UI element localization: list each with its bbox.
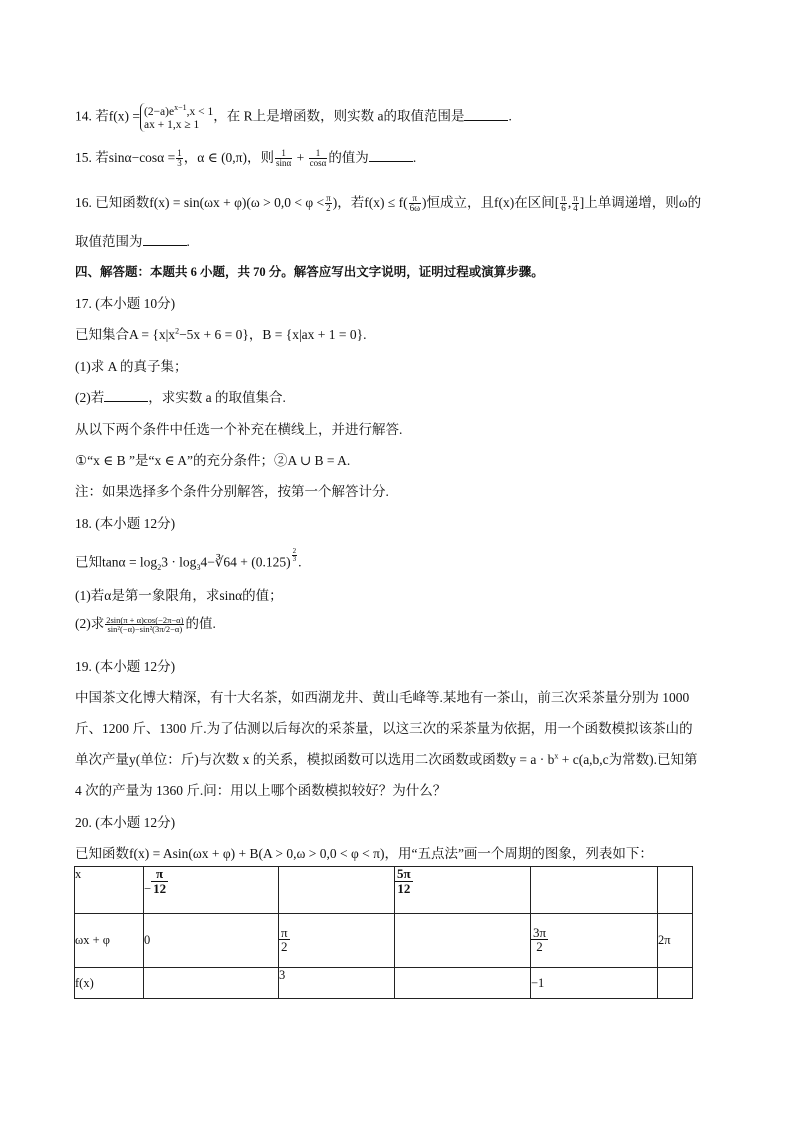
q20-head: 20. (本小题 12分) — [75, 815, 176, 830]
table-row-label: f(x) — [75, 968, 144, 999]
q17-conditions: ①“x ∈ B ”是“x ∈ A”的充分条件；②A ∪ B = A. — [75, 453, 351, 468]
table-cell — [395, 914, 531, 968]
table-cell — [658, 867, 693, 914]
q18-head: 18. (本小题 12分) — [75, 516, 176, 531]
q19-line3: 单次产量y(单位：斤)与次数 x 的关系，模拟函数可以选用二次函数或函数$y = a \cdot b^x + c(a,b,c$为常数).已知第 — [75, 751, 698, 767]
table-cell — [144, 968, 279, 999]
table-cell — [395, 968, 531, 999]
question-16: 16. 已知函数f(x) = sin(ωx + φ)(ω > 0,0 < φ < $\frac{\pi}{2}$ )，若f(x) ≤ f( $\frac{\pi}{6\omega}$ )恒成立，且f(x)在区间[ $\frac{\pi}{6}$ , $\frac{\pi}{4}$ ]上单调递增，则ω的 — [75, 193, 702, 214]
fraction: $\frac{1}{\sin\alpha}$ — [276, 148, 292, 169]
q14-prefix: 14. 若f(x) = — [75, 108, 140, 124]
fraction: $\frac{\pi}{6}$ — [561, 193, 566, 214]
table-cell: −1 — [531, 968, 658, 999]
exponent-fraction: $\frac{2}{3}$ — [292, 547, 297, 563]
q19-line1: 中国茶文化博大精深，有十大名茶，如西湖龙井、黄山毛峰等.某地有一茶山，前三次采茶量分别为 1000 — [75, 690, 690, 705]
fraction: $\frac{\pi}{6\omega}$ — [409, 193, 421, 214]
table-cell: $\frac{\pi}{2}$ — [279, 914, 395, 968]
q17-part2: (2)若 ，求实数 a 的取值集合. — [75, 390, 286, 405]
table-row-label: ωx + φ — [75, 914, 144, 968]
fraction: $\frac{1}{3}$ — [177, 148, 182, 169]
table-cell: $\frac{3\pi}{2}$ — [531, 914, 658, 968]
q17-head: 17. (本小题 10分) — [75, 296, 176, 311]
section-heading: 四、解答题：本题共 6 小题，共 70 分。解答应写出文字说明，证明过程或演算步骤。 — [75, 265, 544, 279]
fraction: $\frac{2\sin(\pi + \alpha)\cos(-2\pi-\alpha)}{\text{sin²(−α)−sin²(3π/2−α)}}$ — [106, 614, 184, 635]
q19-line2: 斤、1200 斤、1300 斤.为了估测以后每次的采茶量，以这三次的采茶量为依据，用一个函数模拟该茶山的 — [75, 721, 693, 736]
answer-blank — [143, 244, 187, 246]
fraction: $\frac{\pi}{4}$ — [573, 193, 578, 214]
q17-given: 已知集合$A = \{x|x^2-5x + 6 = 0\}$，B = {x|ax + 1 = 0}. — [75, 326, 367, 342]
answer-blank — [464, 119, 508, 121]
answer-blank — [104, 400, 148, 402]
q18-part2: (2)求 $\frac{2\sin(\pi + \alpha)\cos(-2\pi-\alpha)}{\text{sin²(−α)−sin²(3π/2−α)}}$ 的值. — [75, 614, 216, 635]
q14-piecewise: $(2-a)e^{x-1},x < 1$ ax + 1,x ≥ 1 — [140, 103, 213, 132]
q20-given: 已知函数f(x) = Asin(ωx + φ) + B(A > 0,ω > 0,0 < φ < π)，用“五点法”画一个周期的图象，列表如下： — [75, 846, 653, 861]
table-cell — [531, 867, 658, 914]
q14-suffix: ，在 R上是增函数，则实数 a的取值范围是 — [213, 108, 465, 124]
table-cell: 0 — [144, 914, 279, 968]
table-cell: 3 — [279, 968, 395, 999]
table-cell: $\frac{5\pi}{12}$ — [395, 867, 531, 914]
five-point-table — [74, 866, 693, 999]
table-cell — [658, 968, 693, 999]
fraction: $\frac{1}{\cos\alpha}$ — [309, 148, 327, 169]
q19-line4: 4 次的产量为 1360 斤.问：用以上哪个函数模拟较好？为什么？ — [75, 783, 447, 798]
table-row-label: x — [75, 867, 144, 914]
question-15: 15. 若sinα−cosα = $\frac{1}{3}$ ，α ∈ (0,π)，则 $\frac{1}{\sin\alpha}$ + $\frac{1}{\cos\alpha}$ 的值为 . — [75, 148, 417, 169]
question-14: 14. 若f(x) = $(2-a)e^{x-1},x < 1$ ax + 1,x ≥ 1 ，在 R上是增函数，则实数 a的取值范围是 . — [75, 103, 512, 132]
q18-part1: (1)若α是第一象限角，求sinα的值； — [75, 588, 283, 603]
q18-given: 已知$\tan\alpha = \log_23$ · $\log_34-∛64 + (0.125)$ $\frac{2}{3}$ . — [75, 547, 302, 573]
fraction: $\frac{\pi}{2}$ — [326, 193, 331, 214]
table-cell — [279, 867, 395, 914]
q17-part1: (1)求 A 的真子集； — [75, 359, 188, 374]
table-cell: − $\frac{\pi}{12}$ — [144, 867, 279, 914]
q17-choose: 从以下两个条件中任选一个补充在横线上，并进行解答. — [75, 422, 403, 437]
table-cell: 2π — [658, 914, 693, 968]
answer-blank — [369, 160, 413, 162]
question-16-line2: 取值范围为 . — [75, 234, 190, 249]
q19-head: 19. (本小题 12分) — [75, 659, 176, 674]
q17-note: 注：如果选择多个条件分别解答，按第一个解答计分. — [75, 484, 389, 499]
